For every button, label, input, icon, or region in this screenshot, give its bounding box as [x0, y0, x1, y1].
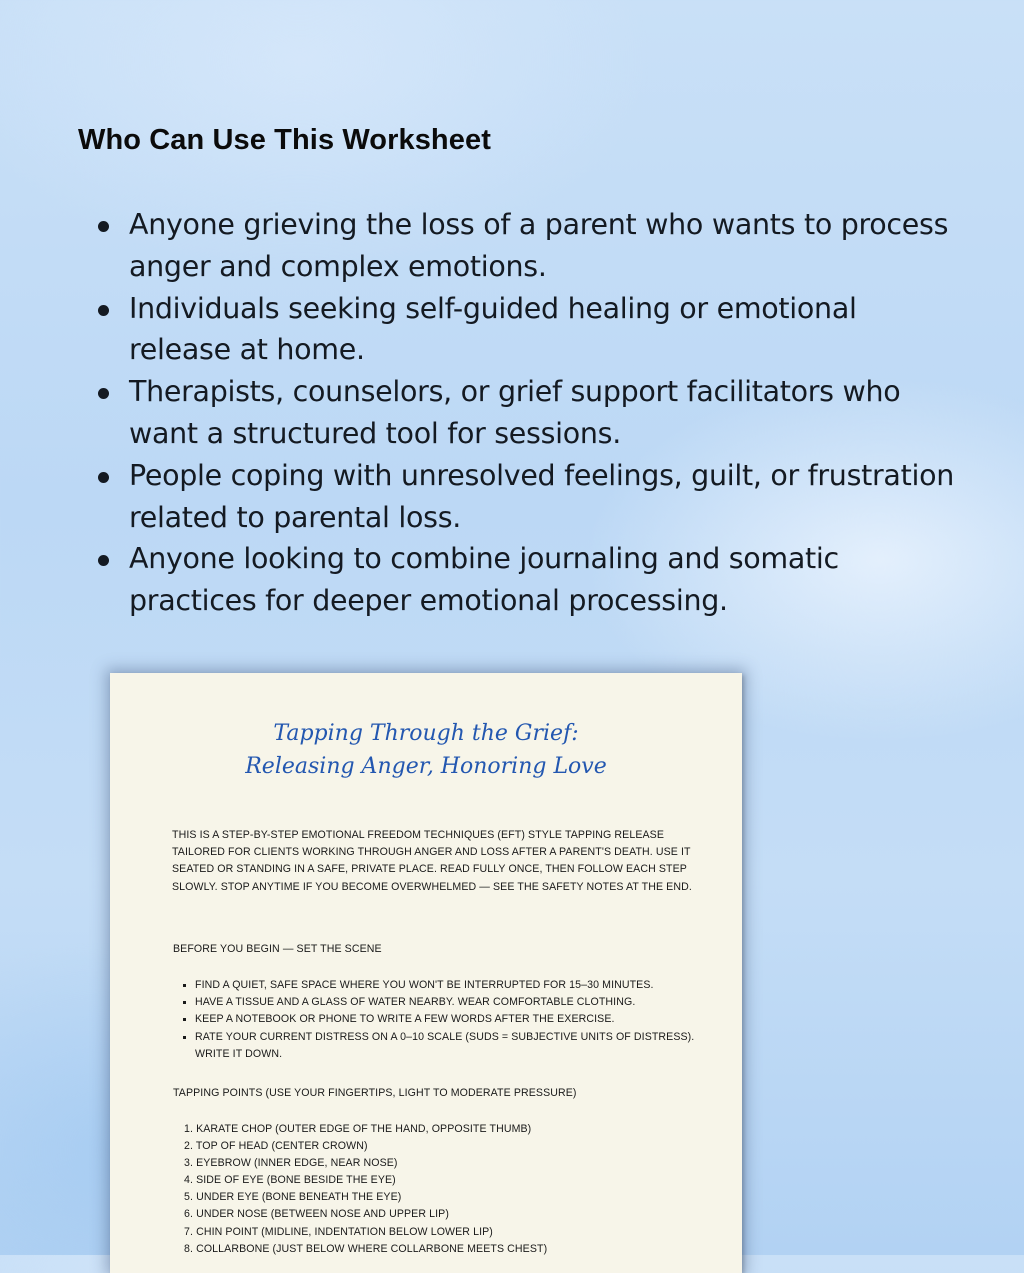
before-heading: BEFORE YOU BEGIN — SET THE SCENE	[173, 943, 382, 955]
tapping-point: 8. COLLARBONE (JUST BELOW WHERE COLLARBONE MEETS CHEST)	[184, 1242, 548, 1255]
tapping-point: 5. UNDER EYE (BONE BENEATH THE EYE)	[184, 1191, 402, 1204]
before-list	[183, 977, 703, 1063]
bullet-icon	[183, 1018, 186, 1021]
audience-list	[96, 204, 956, 622]
section-heading: Who Can Use This Worksheet	[78, 124, 491, 156]
bullet-icon	[98, 388, 109, 399]
bullet-icon	[98, 555, 109, 566]
tapping-point: 6. UNDER NOSE (BETWEEN NOSE AND UPPER LIP)	[184, 1208, 449, 1221]
bullet-icon	[98, 305, 109, 316]
audience-item: Individuals seeking self-guided healing or emotional release at home.	[96, 288, 956, 372]
bullet-icon	[183, 1036, 186, 1039]
audience-item: Anyone looking to combine journaling and somatic practices for deeper emotional processing.	[96, 538, 956, 622]
bullet-icon	[98, 472, 109, 483]
bullet-icon	[98, 221, 109, 232]
tapping-point: 7. CHIN POINT (MIDLINE, INDENTATION BELOW LOWER LIP)	[184, 1225, 493, 1238]
worksheet-preview	[110, 673, 742, 1273]
before-item: FIND A QUIET, SAFE SPACE WHERE YOU WON'T BE INTERRUPTED FOR 15–30 MINUTES.	[183, 977, 703, 994]
worksheet-title: Tapping Through the Grief: Releasing Anger, Honoring Love	[245, 721, 607, 779]
bullet-icon	[183, 984, 186, 987]
tapping-point: 4. SIDE OF EYE (BONE BESIDE THE EYE)	[184, 1174, 396, 1187]
tapping-point: 1. KARATE CHOP (OUTER EDGE OF THE HAND, OPPOSITE THUMB)	[184, 1123, 532, 1135]
bullet-icon	[183, 1001, 186, 1004]
tapping-points-list	[184, 1121, 704, 1258]
before-item: KEEP A NOTEBOOK OR PHONE TO WRITE A FEW WORDS AFTER THE EXERCISE.	[183, 1011, 703, 1028]
points-heading: TAPPING POINTS (USE YOUR FINGERTIPS, LIGHT TO MODERATE PRESSURE)	[173, 1087, 577, 1099]
audience-item: Anyone grieving the loss of a parent who wants to process anger and complex emotions.	[96, 204, 956, 288]
before-item: HAVE A TISSUE AND A GLASS OF WATER NEARBY. WEAR COMFORTABLE CLOTHING.	[183, 994, 703, 1011]
audience-item: Therapists, counselors, or grief support facilitators who want a structured tool for sessions.	[96, 371, 956, 455]
worksheet-intro: THIS IS A STEP-BY-STEP EMOTIONAL FREEDOM TECHNIQUES (EFT) STYLE TAPPING RELEASE TAILORED FOR CLIENTS WORKING THROUGH ANGER AND LOSS AFTER A PARENT'S DEATH. USE IT SEATED OR STANDING IN A SAFE, PRIVATE PLACE. READ FULLY ONCE, THEN FOLLOW EACH STEP SLOWLY. STOP ANYTIME IF YOU BECOME OVERWHELMED — SEE THE SAFETY NOTES AT THE END.	[172, 829, 692, 893]
tapping-point: 2. TOP OF HEAD (CENTER CROWN)	[184, 1140, 368, 1153]
audience-item: People coping with unresolved feelings, guilt, or frustration related to parental loss.	[96, 455, 956, 539]
tapping-point: 3. EYEBROW (INNER EDGE, NEAR NOSE)	[184, 1157, 398, 1170]
before-item: RATE YOUR CURRENT DISTRESS ON A 0–10 SCALE (SUDS = SUBJECTIVE UNITS OF DISTRESS). WRITE IT DOWN.	[183, 1029, 703, 1063]
